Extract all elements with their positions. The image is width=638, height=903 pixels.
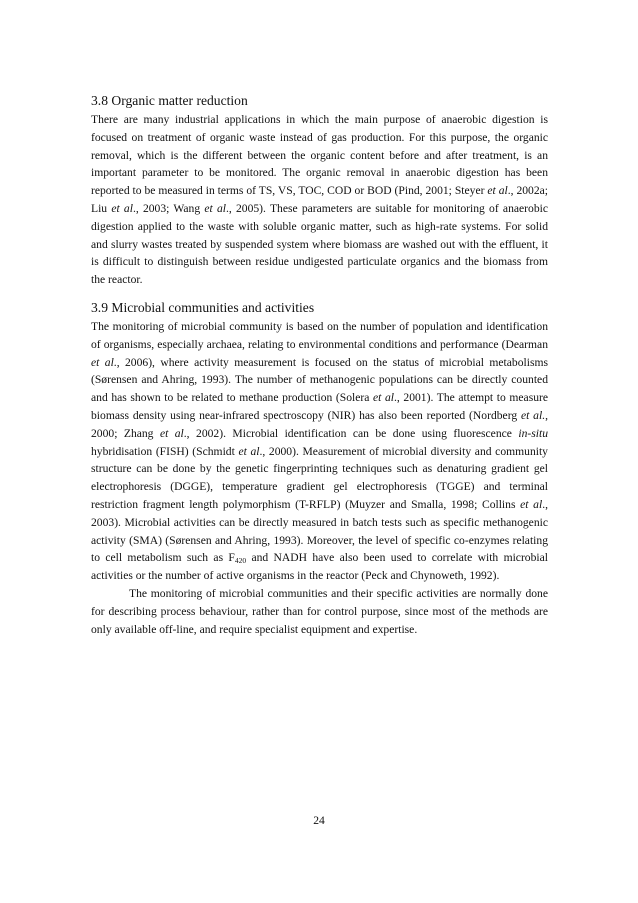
page-body [91, 92, 548, 638]
page-number: 24 [313, 814, 325, 827]
section-paragraph: There are many industrial applications in which the main purpose of anaerobic digestion is focused on treatment of organic waste instead of gas production. For this purpose, the organic removal, which is the different between the organic content before and after treatment, is an important parameter to be monitored. The organic removal in anaerobic digestion has been reported to be measured in terms of TS, VS, TOC, COD or BOD (Pind, 2001; Steyer et al., 2002a; Liu et al., 2003; Wang et al., 2005). These parameters are suitable for monitoring of anaerobic digestion applied to the waste with soluble organic matter, such as high-rate systems. For solid and slurry wastes treated by suspended system where biomass are washed out with the effluent, it is difficult to distinguish between residue undigested particulate organics and the biomass from the reactor. [91, 113, 549, 287]
section-paragraph: The monitoring of microbial community is based on the number of population and identification of organisms, especially archaea, relating to environmental conditions and performance (Dearman et al., 2006), where activity measurement is focused on the status of microbial metabolisms (Sørensen and Ahring, 1993). The number of methanogenic populations can be directly counted and has shown to be related to methane production (Solera et al., 2001). The attempt to measure biomass density using near-infrared spectroscopy (NIR) has also been reported (Nordberg et al., 2000; Zhang et al., 2002). Microbial identification can be done using fluorescence in-situ hybridisation (FISH) (Schmidt et al., 2000). Measurement of microbial diversity and community structure can be done by the genetic fingerprinting techniques such as denaturing gradient gel electrophoresis (DGGE), temperature gradient gel electrophoresis (TGGE) and terminal restriction fragment length polymorphism (T-RFLP) (Muyzer and Smalla, 1998; Collins et al., 2003). Microbial activities can be directly measured in batch tests such as specific methanogenic activity (SMA) (Sørensen and Ahring, 1993). Moreover, the level of specific co-enzymes relating to cell metabolism such as $F_{420}$ and NADH have also been used to correlate with microbial activities or the number of active organisms in the reactor (Peck and Chynoweth, 1992). [91, 319, 549, 583]
section-paragraph: The monitoring of microbial communities and their specific activities are normally done for describing process behaviour, rather than for control purpose, since most of the methods are only available off-line, and require specialist equipment and expertise. [91, 586, 548, 636]
section-heading: 3.8 Organic matter reduction [91, 93, 248, 108]
section-heading: 3.9 Microbial communities and activities [91, 299, 315, 315]
section-organic-matter-reduction [91, 92, 548, 289]
section-microbial-communities [91, 299, 548, 638]
